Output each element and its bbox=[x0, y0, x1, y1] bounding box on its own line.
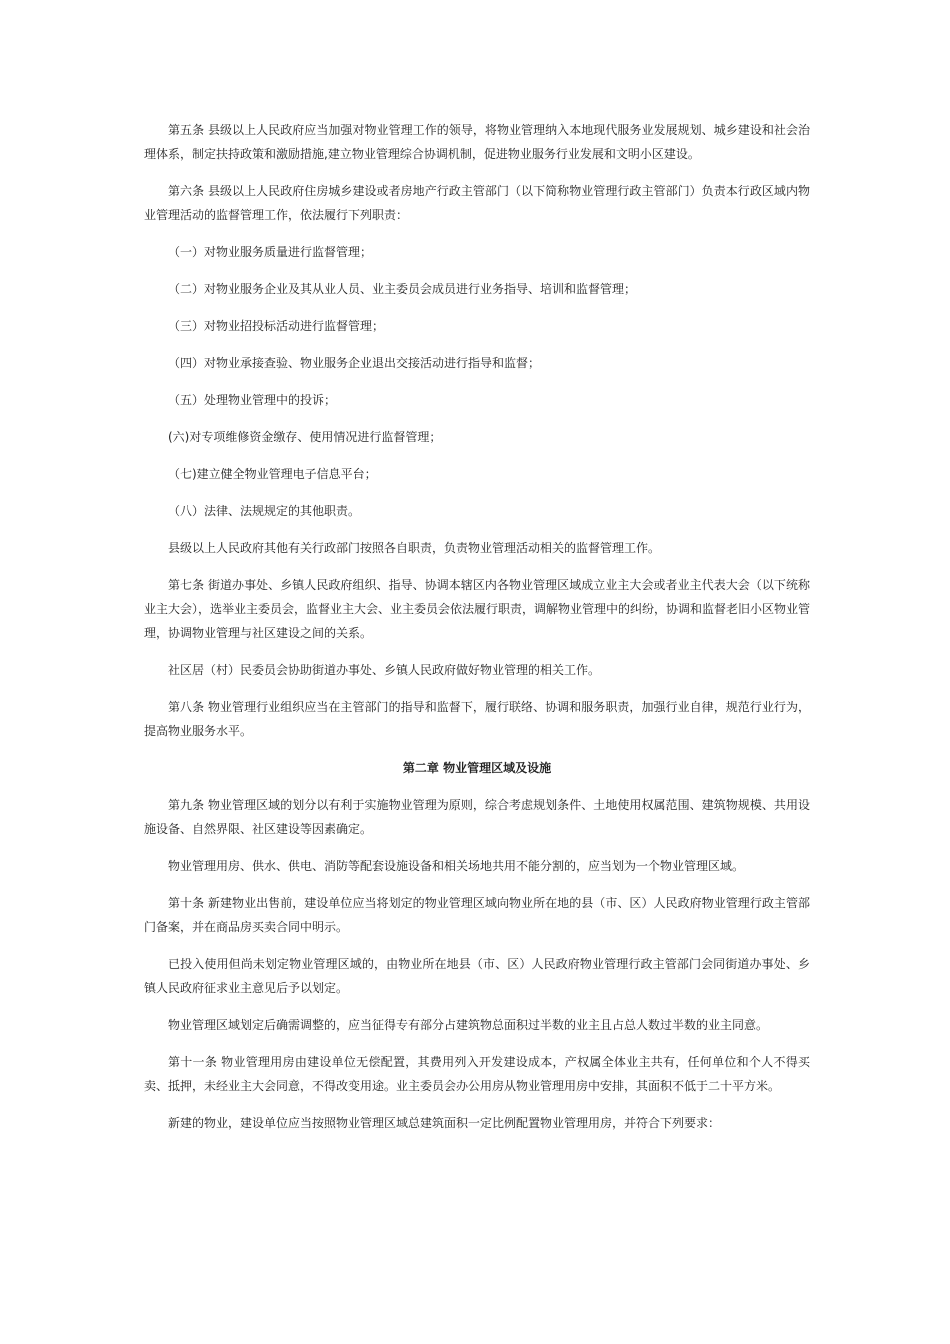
article-6-supplement: 县级以上人民政府其他有关行政部门按照各自职责，负责物业管理活动相关的监督管理工作。 bbox=[168, 541, 661, 555]
article-10-supplement-2: 物业管理区域划定后确需调整的，应当征得专有部分占建筑物总面积过半数的业主且占总人数过半数的业主同意。 bbox=[168, 1018, 769, 1032]
article-10-supplement-1: 已投入使用但尚未划定物业管理区域的，由物业所在地县（市、区）人民政府物业管理行政主管部门会同街道办事处、乡镇人民政府征求业主意见后予以划定。 bbox=[144, 957, 810, 995]
article-6-item-6: (六)对专项维修资金缴存、使用情况进行监督管理； bbox=[168, 430, 442, 444]
article-9: 第九条 物业管理区域的划分以有利于实施物业管理为原则，综合考虑规划条件、土地使用权属范围、建筑物规模、共用设施设备、自然界限、社区建设等因素确定。 bbox=[144, 798, 810, 836]
article-9-supplement: 物业管理用房、供水、供电、消防等配套设施设备和相关场地共用不能分割的，应当划为一个物业管理区域。 bbox=[168, 859, 745, 873]
article-6-item-7: （七)建立健全物业管理电子信息平台； bbox=[168, 467, 377, 481]
article-6-item-4: （四）对物业承接查验、物业服务企业退出交接活动进行指导和监督； bbox=[168, 356, 541, 370]
article-7: 第七条 街道办事处、乡镇人民政府组织、指导、协调本辖区内各物业管理区域成立业主大会或者业主代表大会（以下统称业主大会），选举业主委员会，监督业主大会、业主委员会依法履行职责，调解物业管理中的纠纷，协调和监督老旧小区物业管理，协调物业管理与社区建设之间的关系。 bbox=[144, 578, 811, 640]
article-6-item-3: （三）对物业招投标活动进行监督管理； bbox=[168, 319, 385, 333]
article-6-item-5: （五）处理物业管理中的投诉； bbox=[168, 393, 337, 407]
article-6-item-8: （八）法律、法规规定的其他职责。 bbox=[168, 504, 361, 518]
article-8: 第八条 物业管理行业组织应当在主管部门的指导和监督下，履行联络、协调和服务职责，加强行业自律，规范行业行为，提高物业服务水平。 bbox=[144, 700, 810, 738]
article-7-supplement: 社区居（村）民委员会协助街道办事处、乡镇人民政府做好物业管理的相关工作。 bbox=[168, 663, 601, 677]
chapter-2-heading: 第二章 物业管理区域及设施 bbox=[402, 761, 552, 775]
article-11-supplement: 新建的物业，建设单位应当按照物业管理区域总建筑面积一定比例配置物业管理用房，并符合下列要求： bbox=[168, 1116, 721, 1130]
article-5: 第五条 县级以上人民政府应当加强对物业管理工作的领导，将物业管理纳入本地现代服务业发展规划、城乡建设和社会治理体系，制定扶持政策和激励措施,建立物业管理综合协调机制，促进物业服务行业发展和文明小区建设。 bbox=[144, 123, 810, 161]
article-6-item-1: （一）对物业服务质量进行监督管理； bbox=[168, 245, 373, 259]
article-6: 第六条 县级以上人民政府住房城乡建设或者房地产行政主管部门（以下简称物业管理行政主管部门）负责本行政区域内物业管理活动的监督管理工作，依法履行下列职责： bbox=[144, 184, 810, 222]
article-11: 第十一条 物业管理用房由建设单位无偿配置，其费用列入开发建设成本，产权属全体业主共有，任何单位和个人不得买卖、抵押，未经业主大会同意，不得改变用途。业主委员会办公用房从物业管理用房中安排，其面积不低于二十平方米。 bbox=[144, 1055, 810, 1093]
article-6-item-2: （二）对物业服务企业及其从业人员、业主委员会成员进行业务指导、培训和监督管理； bbox=[168, 282, 637, 296]
document-page bbox=[144, 118, 810, 1148]
article-10: 第十条 新建物业出售前，建设单位应当将划定的物业管理区域向物业所在地的县（市、区）人民政府物业管理行政主管部门备案，并在商品房买卖合同中明示。 bbox=[144, 896, 810, 934]
